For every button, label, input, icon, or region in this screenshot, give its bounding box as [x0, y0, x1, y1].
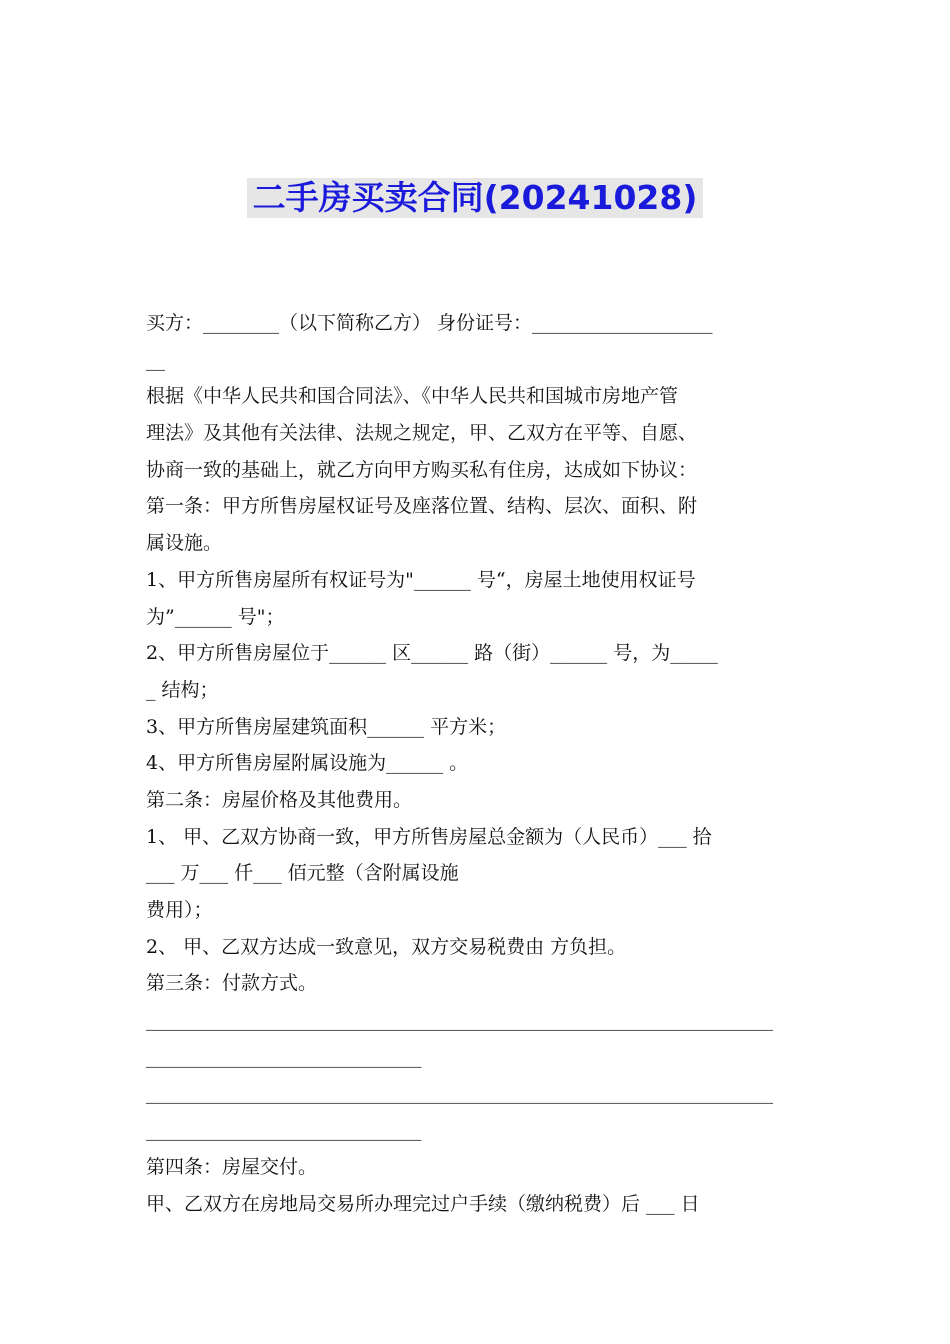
article-1-item-1: 1、甲方所售房屋所有权证号为"______ 号“，房屋土地使用权证号	[146, 568, 696, 591]
article-4-text: 甲、乙双方在房地局交易所办理完过户手续（缴纳税费）后 ___ 日	[146, 1192, 700, 1215]
article-2-item-1: 1、 甲、乙双方协商一致，甲方所售房屋总金额为（人民币）___ 拾	[146, 825, 712, 848]
payment-blank-line-2: _____________________________	[146, 1045, 422, 1068]
article-1-item-4: 4、甲方所售房屋附属设施为______ 。	[146, 752, 469, 775]
document-title: 二手房买卖合同(20241028)	[247, 178, 704, 218]
preamble-line-3: 协商一致的基础上，就乙方向甲方购买私有住房，达成如下协议：	[146, 458, 698, 481]
article-1-heading: 第一条：甲方所售房屋权证号及座落位置、结构、层次、面积、附	[146, 495, 698, 518]
article-2-item-2: 2、 甲、乙双方达成一致意见，双方交易税费由 方负担。	[146, 935, 627, 958]
article-4-heading: 第四条：房屋交付。	[146, 1155, 318, 1178]
article-1-item-2-continuation: _ 结构；	[146, 678, 219, 701]
article-1-heading-continuation: 属设施。	[146, 532, 223, 555]
preamble-line-2: 理法》及其他有关法律、法规之规定，甲、乙双方在平等、自愿、	[146, 422, 698, 445]
buyer-line: 买方：________（以下简称乙方） 身份证号：___________________	[146, 312, 713, 334]
title-container	[0, 178, 950, 218]
article-2-item-1-continuation-2: 费用）；	[146, 899, 213, 921]
article-1-item-1-continuation: 为”______ 号"；	[146, 605, 285, 628]
preamble-line-1: 根据《中华人民共和国合同法》、《中华人民共和国城市房地产管	[146, 385, 679, 408]
article-3-heading: 第三条：付款方式。	[146, 972, 318, 995]
article-1-item-3: 3、甲方所售房屋建筑面积______ 平方米；	[146, 715, 507, 738]
buyer-line-continuation: __	[146, 348, 165, 371]
payment-blank-line-3: __________________________________________________________________	[146, 1082, 773, 1105]
payment-blank-line-1: __________________________________________________________________	[146, 1009, 773, 1032]
contract-body	[146, 305, 810, 1222]
payment-blank-line-4: _____________________________	[146, 1119, 422, 1142]
article-1-item-2: 2、甲方所售房屋位于______ 区______ 路（街）______ 号，为_____	[146, 642, 718, 665]
article-2-heading: 第二条：房屋价格及其他费用。	[146, 788, 413, 811]
article-2-item-1-continuation: ___ 万___ 仟___ 佰元整（含附属设施	[146, 862, 459, 885]
